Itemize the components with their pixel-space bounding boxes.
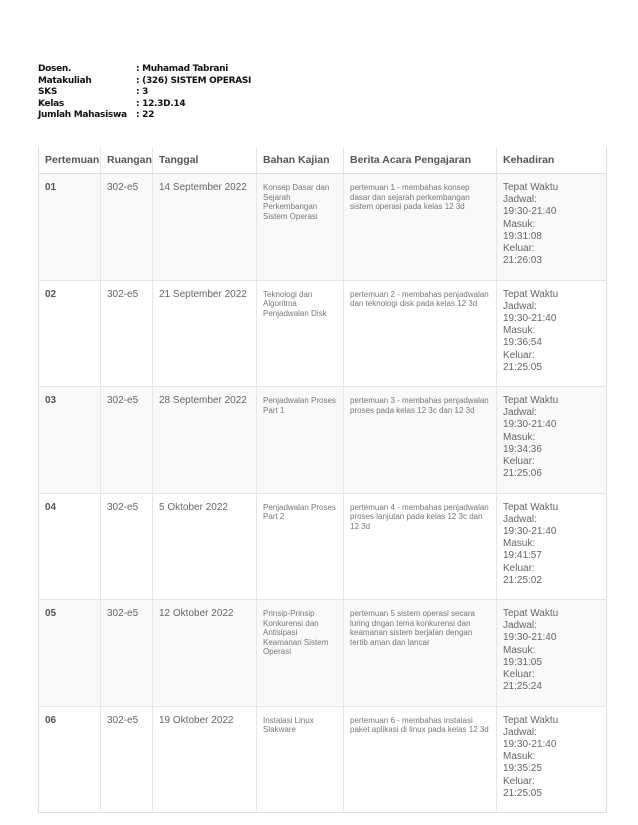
check-in-label: Masuk: [503, 325, 536, 337]
info-key: Dosen. [38, 64, 72, 74]
schedule-label: Jadwal: [503, 513, 537, 525]
table-row [39, 493, 607, 600]
cell-kehadiran [497, 280, 607, 387]
schedule-label: Jadwal: [503, 407, 537, 419]
column-header-pertemuan: Pertemuan [39, 147, 101, 174]
attendance-status: Tepat Waktu [503, 288, 559, 300]
check-in-label: Masuk: [503, 431, 536, 443]
table-row [39, 280, 607, 387]
check-in-time: 19:31:05 [503, 656, 542, 668]
column-header-bahan-kajian: Bahan Kajian [257, 147, 344, 174]
cell-ruangan: 302-e5 [101, 493, 153, 600]
attendance-status: Tepat Waktu [503, 501, 559, 513]
info-value: : 12.3D.14 [136, 98, 186, 109]
cell-pertemuan: 06 [39, 706, 101, 813]
attendance-table [38, 147, 607, 813]
cell-tanggal: 21 September 2022 [153, 280, 257, 387]
table-row [39, 174, 607, 281]
column-header-ruangan: Ruangan [101, 147, 153, 174]
cell-kehadiran [497, 706, 607, 813]
cell-pertemuan: 05 [39, 600, 101, 707]
check-out-label: Keluar: [503, 243, 535, 255]
cell-ruangan: 302-e5 [101, 706, 153, 813]
check-in-label: Masuk: [503, 218, 536, 230]
column-header-kehadiran: Kehadiran [497, 147, 607, 174]
info-row-dosen [38, 64, 251, 76]
table-row [39, 706, 607, 813]
cell-berita-acara: pertemuan 2 - membahas penjadwalan dan teknologi disk pada kelas 12 3d [344, 280, 497, 387]
column-header-berita-acara: Berita Acara Pengajaran [344, 147, 497, 174]
cell-kehadiran [497, 387, 607, 494]
column-header-tanggal: Tanggal [153, 147, 257, 174]
check-out-time: 21:25:24 [503, 681, 542, 693]
attendance-status: Tepat Waktu [503, 608, 559, 619]
cell-bahan-kajian: Penjadwalan Proses Part 1 [257, 387, 344, 494]
cell-berita-acara: pertemuan 6 - membahas instalasi paket aplikasi di linux pada kelas 12 3d [344, 706, 497, 813]
check-in-label: Masuk: [503, 751, 536, 763]
check-out-label: Keluar: [503, 669, 535, 681]
info-value: : Muhamad Tabrani [136, 64, 229, 74]
check-out-label: Keluar: [503, 349, 535, 361]
info-row-matakuliah [38, 76, 251, 88]
cell-berita-acara: pertemuan 4 - membahas penjadwalan proses lanjutan pada kelas 12 3c dan 12 3d [344, 493, 497, 600]
cell-ruangan: 302-e5 [101, 600, 153, 707]
check-out-time: 21:25:05 [503, 361, 542, 373]
attendance-status: Tepat Waktu [503, 714, 559, 726]
cell-bahan-kajian: Prinsip-Prinsip Konkurensi dan Antisipasi Keamanan Sistem Operasi [257, 600, 344, 707]
course-info [38, 64, 251, 122]
attendance-status: Tepat Waktu [503, 395, 559, 406]
check-in-time: 19:41:57 [503, 550, 542, 562]
info-key: SKS [38, 87, 58, 97]
check-in-time: 19:31:08 [503, 230, 542, 242]
check-in-time: 19:35:25 [503, 763, 542, 775]
cell-bahan-kajian: Instalasi Linux Slakware [257, 706, 344, 813]
cell-tanggal: 28 September 2022 [153, 387, 257, 494]
check-in-time: 19:36:54 [503, 337, 542, 349]
schedule-time: 19:30-21:40 [503, 525, 557, 537]
cell-ruangan: 302-e5 [101, 174, 153, 281]
schedule-time: 19:30-21:40 [503, 206, 557, 218]
info-key: Kelas [38, 98, 64, 109]
cell-tanggal: 12 Oktober 2022 [153, 600, 257, 707]
schedule-time: 19:30-21:40 [503, 632, 557, 644]
cell-pertemuan: 01 [39, 174, 101, 281]
info-key: Jumlah Mahasiswa [38, 110, 127, 120]
cell-kehadiran [497, 493, 607, 600]
check-out-label: Keluar: [503, 775, 535, 787]
cell-kehadiran [497, 600, 607, 707]
cell-ruangan: 302-e5 [101, 387, 153, 494]
check-out-label: Keluar: [503, 456, 535, 468]
check-out-label: Keluar: [503, 562, 535, 574]
check-out-time: 21:26:03 [503, 255, 542, 267]
attendance-status: Tepat Waktu [503, 182, 559, 193]
cell-pertemuan: 04 [39, 493, 101, 600]
check-in-time: 19:34:36 [503, 443, 542, 455]
cell-pertemuan: 02 [39, 280, 101, 387]
cell-tanggal: 19 Oktober 2022 [153, 706, 257, 813]
table-header-row [39, 147, 607, 174]
check-out-time: 21:25:02 [503, 574, 542, 586]
schedule-label: Jadwal: [503, 300, 537, 312]
cell-tanggal: 14 September 2022 [153, 174, 257, 281]
info-key: Matakuliah [38, 75, 92, 86]
info-value: : (326) SISTEM OPERASI [136, 75, 252, 86]
schedule-label: Jadwal: [503, 726, 537, 738]
info-row-kelas [38, 99, 251, 111]
cell-ruangan: 302-e5 [101, 280, 153, 387]
table-row [39, 387, 607, 494]
schedule-time: 19:30-21:40 [503, 738, 557, 750]
schedule-time: 19:30-21:40 [503, 419, 557, 431]
check-in-label: Masuk: [503, 538, 536, 550]
info-row-jumlah-mahasiswa [38, 110, 251, 122]
info-row-sks [38, 87, 251, 99]
cell-pertemuan: 03 [39, 387, 101, 494]
cell-bahan-kajian: Penjadwalan Proses Part 2 [257, 493, 344, 600]
schedule-label: Jadwal: [503, 620, 537, 632]
cell-berita-acara: pertemuan 1 - membahas konsep dasar dan sejarah perkembangan sistem operasi pada kelas 12 3d [344, 174, 497, 281]
schedule-label: Jadwal: [503, 194, 537, 206]
cell-bahan-kajian: Konsep Dasar dan Sejarah Perkembangan Sistem Operasi [257, 174, 344, 281]
table-row [39, 600, 607, 707]
schedule-time: 19:30-21:40 [503, 312, 557, 324]
cell-bahan-kajian: Teknologi dan Algoritma Penjadwalan Disk [257, 280, 344, 387]
cell-berita-acara: pertemuan 5 sistem operasi secara luring dngan tema konkurensi dan keamanan sistem berjalan dengan tertib aman dan lancar [344, 600, 497, 707]
cell-tanggal: 5 Oktober 2022 [153, 493, 257, 600]
check-in-label: Masuk: [503, 644, 536, 656]
check-out-time: 21:25:05 [503, 787, 542, 799]
cell-kehadiran [497, 174, 607, 281]
cell-berita-acara: pertemuan 3 - membahas penjadwalan proses pada kelas 12 3c dan 12 3d [344, 387, 497, 494]
info-value: : 3 [136, 87, 149, 97]
info-value: : 22 [136, 110, 155, 120]
check-out-time: 21:25:06 [503, 468, 542, 480]
